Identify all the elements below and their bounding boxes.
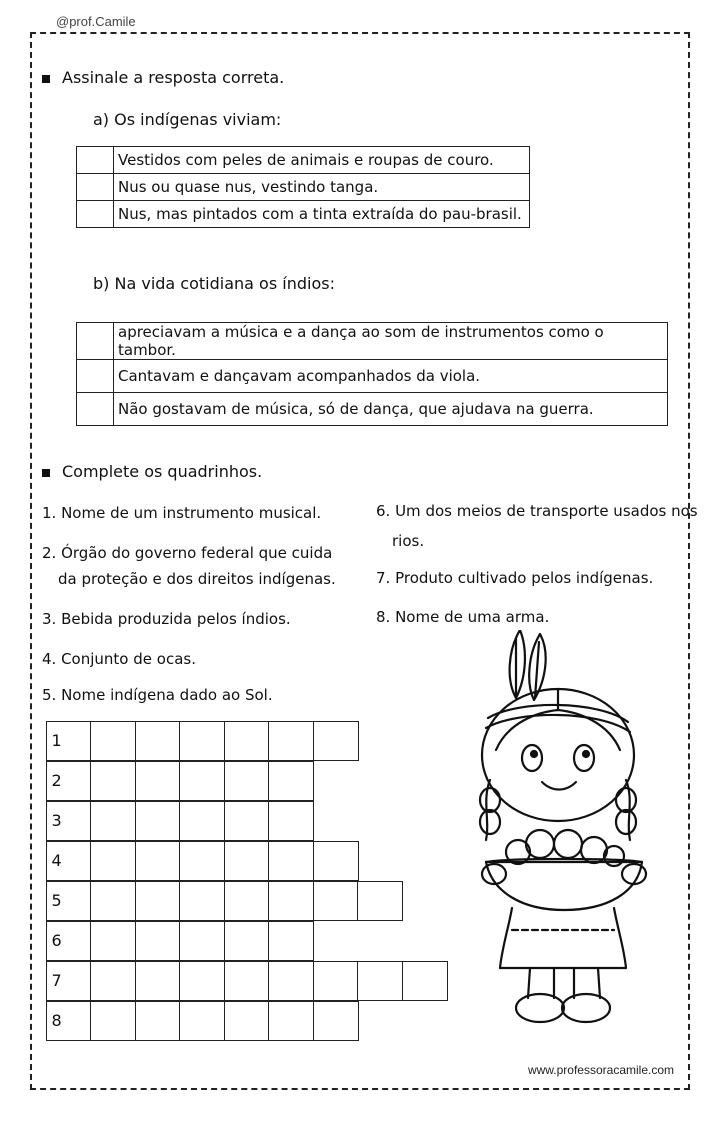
question-a-label: a) Os indígenas viviam: [93,110,282,129]
grid-cell[interactable] [179,1001,225,1041]
grid-row-6 [47,922,314,962]
option-a2: Nus ou quase nus, vestindo tanga. [114,174,530,201]
grid-cell[interactable] [135,721,181,761]
grid-cell[interactable] [224,721,270,761]
question-b-table [76,322,668,426]
grid-cell[interactable] [268,801,314,841]
bullet-icon [42,469,50,477]
grid-cell[interactable] [268,721,314,761]
grid-cell[interactable] [135,921,181,961]
grid-cell[interactable] [313,961,359,1001]
grid-cell[interactable] [179,761,225,801]
option-b3: Não gostavam de música, só de dança, que ajudava na guerra. [114,393,668,426]
grid-cell[interactable] [90,721,136,761]
grid-cell[interactable] [224,961,270,1001]
option-b1: apreciavam a música e a dança ao som de instrumentos como o tambor. [114,323,668,360]
clue-1: 1. Nome de um instrumento musical. [42,504,322,522]
grid-row-number: 7 [46,961,92,1001]
grid-cell[interactable] [90,761,136,801]
option-b2: Cantavam e dançavam acompanhados da viola. [114,360,668,393]
section1-title [42,68,284,87]
grid-row-number: 5 [46,881,92,921]
checkbox-a2[interactable] [77,174,114,201]
grid-row-7 [47,962,448,1002]
grid-row-number: 6 [46,921,92,961]
grid-row-5 [47,882,403,922]
checkbox-b2[interactable] [77,360,114,393]
indigenous-girl-illustration [468,630,678,1030]
grid-cell[interactable] [135,761,181,801]
clue-7: 7. Produto cultivado pelos indígenas. [376,569,654,587]
clue-4: 4. Conjunto de ocas. [42,650,196,668]
grid-cell[interactable] [224,881,270,921]
clue-8: 8. Nome de uma arma. [376,608,550,626]
grid-cell[interactable] [135,841,181,881]
grid-cell[interactable] [357,961,403,1001]
grid-cell[interactable] [313,881,359,921]
grid-cell[interactable] [313,1001,359,1041]
grid-cell[interactable] [268,881,314,921]
grid-cell[interactable] [268,961,314,1001]
website-footer: www.professoracamile.com [527,1063,674,1077]
grid-row-2 [47,762,314,802]
section2-title-text: Complete os quadrinhos. [62,462,263,481]
clue-3: 3. Bebida produzida pelos índios. [42,610,291,628]
grid-cell[interactable] [224,761,270,801]
grid-cell[interactable] [224,921,270,961]
grid-cell[interactable] [90,841,136,881]
grid-cell[interactable] [357,881,403,921]
checkbox-b3[interactable] [77,393,114,426]
grid-cell[interactable] [135,881,181,921]
checkbox-a3[interactable] [77,201,114,228]
bullet-icon [42,75,50,83]
grid-row-4 [47,842,359,882]
grid-cell[interactable] [224,1001,270,1041]
grid-cell[interactable] [179,721,225,761]
grid-row-number: 1 [46,721,92,761]
grid-cell[interactable] [402,961,448,1001]
checkbox-a1[interactable] [77,147,114,174]
grid-cell[interactable] [90,961,136,1001]
grid-cell[interactable] [179,961,225,1001]
grid-cell[interactable] [224,801,270,841]
grid-cell[interactable] [268,841,314,881]
question-a-table [76,146,530,228]
clue-6-cont: rios. [392,532,425,550]
grid-row-number: 2 [46,761,92,801]
grid-cell[interactable] [90,1001,136,1041]
grid-row-3 [47,802,314,842]
grid-cell[interactable] [135,1001,181,1041]
grid-cell[interactable] [90,921,136,961]
grid-row-number: 3 [46,801,92,841]
grid-row-number: 8 [46,1001,92,1041]
clue-5: 5. Nome indígena dado ao Sol. [42,686,273,704]
grid-row-1 [47,722,359,762]
grid-cell[interactable] [90,801,136,841]
grid-cell[interactable] [179,881,225,921]
grid-cell[interactable] [268,921,314,961]
grid-row-8 [47,1002,359,1042]
grid-cell[interactable] [313,721,359,761]
grid-row-number: 4 [46,841,92,881]
question-b-label: b) Na vida cotidiana os índios: [93,274,335,293]
grid-cell[interactable] [135,961,181,1001]
grid-cell[interactable] [179,801,225,841]
grid-cell[interactable] [135,801,181,841]
option-a1: Vestidos com peles de animais e roupas de couro. [114,147,530,174]
checkbox-b1[interactable] [77,323,114,360]
clue-2: 2. Órgão do governo federal que cuida [42,544,333,562]
grid-cell[interactable] [179,841,225,881]
clue-2-cont: da proteção e dos direitos indígenas. [58,570,336,588]
grid-cell[interactable] [224,841,270,881]
section1-title-text: Assinale a resposta correta. [62,68,285,87]
grid-cell[interactable] [90,881,136,921]
clue-6: 6. Um dos meios de transporte usados nos [376,502,698,520]
grid-cell[interactable] [313,841,359,881]
grid-cell[interactable] [179,921,225,961]
author-handle: @prof.Camile [56,14,136,29]
grid-cell[interactable] [268,1001,314,1041]
option-a3: Nus, mas pintados com a tinta extraída do pau-brasil. [114,201,530,228]
grid-cell[interactable] [268,761,314,801]
section2-title [42,462,262,481]
